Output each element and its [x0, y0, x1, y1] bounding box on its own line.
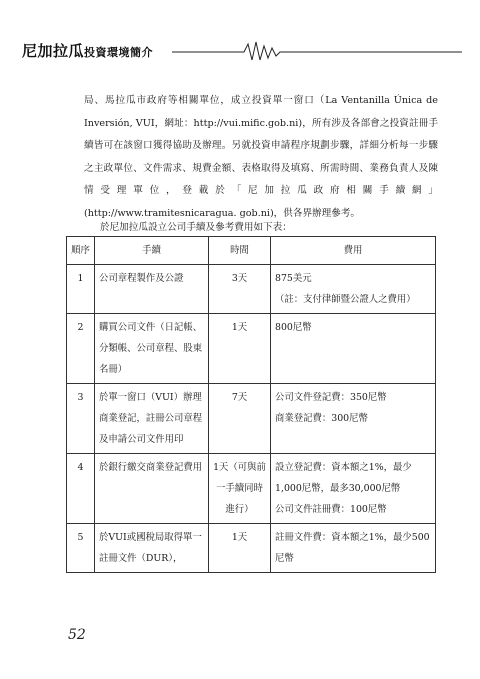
cell-no: 1 [67, 265, 95, 314]
cell-no: 3 [67, 384, 95, 454]
table-row [67, 384, 436, 454]
cell-fee: 公司文件登記費：350尼幣 商業登記費：300尼幣 [271, 384, 436, 454]
header-cell-time: 時間 [209, 237, 271, 265]
cell-time: 1天 [209, 524, 271, 573]
procedures-table [66, 236, 436, 573]
table-row [67, 265, 436, 314]
header-cell-no: 順序 [67, 237, 95, 265]
table-caption: 於尼加拉瓜設立公司手續及參考費用如下表： [100, 222, 292, 233]
cell-procedure: 公司章程製作及公證 [95, 265, 209, 314]
table-row [67, 454, 436, 524]
table-body [67, 265, 436, 573]
header-cell-fee: 費用 [271, 237, 436, 265]
cell-time: 1天（可與前一手續同時進行） [209, 454, 271, 524]
cell-time: 3天 [209, 265, 271, 314]
cell-no: 5 [67, 524, 95, 573]
page-header [22, 38, 462, 64]
table-header-row [67, 237, 436, 265]
table-row [67, 524, 436, 573]
cell-no: 2 [67, 314, 95, 384]
header-title-main: 尼加拉瓜 [22, 42, 85, 60]
cell-fee: 800尼幣 [271, 314, 436, 384]
header-cell-procedure: 手續 [95, 237, 209, 265]
header-title-sub: 投資環境簡介 [84, 46, 154, 59]
cell-procedure: 於銀行繳交商業登記費用 [95, 454, 209, 524]
body-paragraph [84, 90, 438, 226]
cell-time: 1天 [209, 314, 271, 384]
cell-fee: 875美元 （註：支付律師暨公證人之費用） [271, 265, 436, 314]
table-row [67, 314, 436, 384]
header-title [22, 40, 153, 61]
cell-fee: 註冊文件費：資本額之1%，最少500尼幣 [271, 524, 436, 573]
cell-procedure: 於VUI或國稅局取得單一註冊文件（DUR）， [95, 524, 209, 573]
paragraph-text: 局、馬拉瓜市政府等相關單位，成立投資單一窗口（La Ventanilla Única de Inversión, VUI，網址：http://vui.mific.gob.ni)，所有涉及各部會之投資註冊手續皆可在該窗口獲得協助及辦理。另就投資申請程序規劃步驟，詳細分析每一步驟之主政單位、文件需求、規費金額、表格取得及填寫、所需時間、業務負責人及陳情受理單位，登載於「尼加拉瓜政府相關手續網」(http://www.tramitesnicaragua. gob.ni)，供各界辦理參考。 [84, 95, 438, 219]
cell-procedure: 於單一窗口（VUI）辦理商業登記，註冊公司章程及申請公司文件用印 [95, 384, 209, 454]
cell-procedure: 購買公司文件（日記帳、分類帳、公司章程、股東名冊） [95, 314, 209, 384]
cell-no: 4 [67, 454, 95, 524]
page-number: 52 [68, 627, 86, 643]
cell-time: 7天 [209, 384, 271, 454]
cell-fee: 設立登記費：資本額之1%，最少1,000尼幣，最多30,000尼幣 公司文件註冊費：100尼幣 [271, 454, 436, 524]
